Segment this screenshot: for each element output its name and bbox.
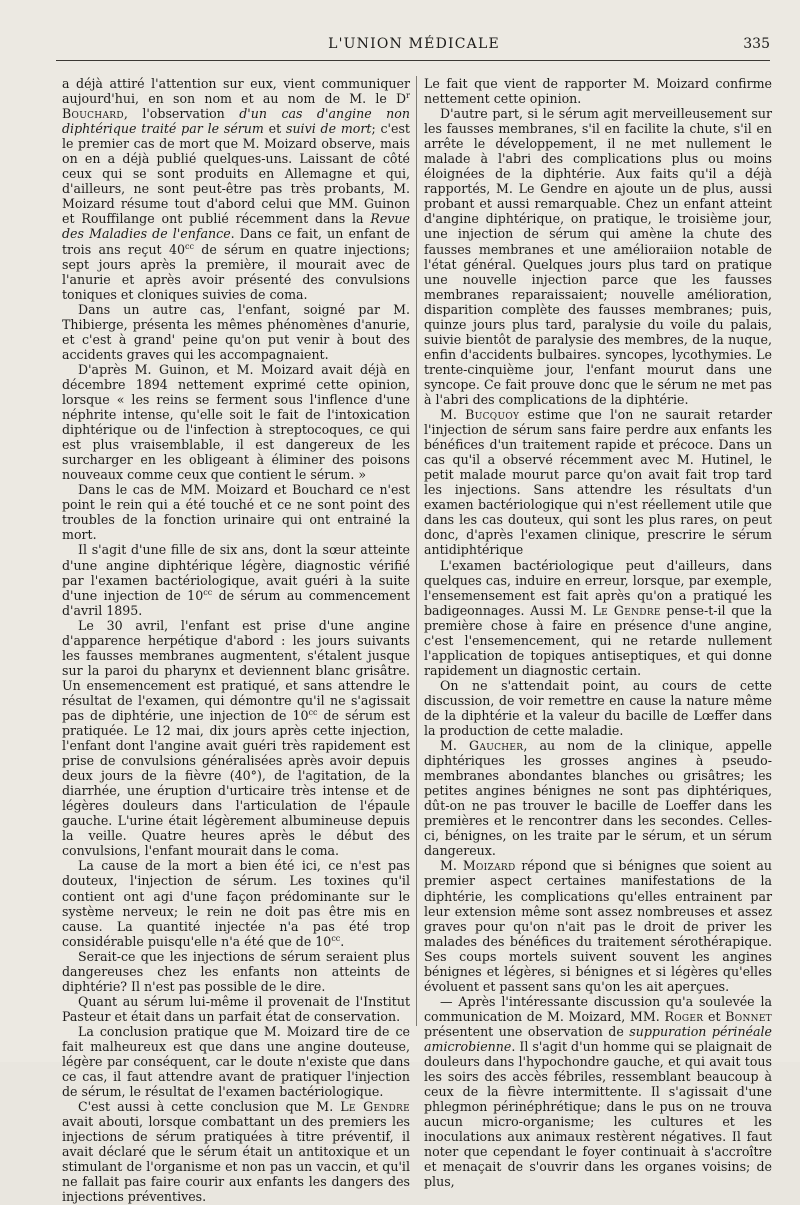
text-run: et <box>703 1008 726 1024</box>
text-run: . Il s'agit d'un homme qui se plaignait de douleurs dans l'hypochondre gauche, et qui avait tous les soirs des accès fébriles, ressemblant beaucoup à ceux de la fièvre intermittente. Il s'agissait d'une phlegmon périnéphrétique; dans le pus on ne trouva aucun micro-organisme; les cultures et les inoculations aux animaux restèrent négatives. Il faut noter que cependant le foyer continuait à s'accroître et menaçait de s'ouvrir dans les organes voisins; de plus, <box>424 1039 772 1190</box>
text-run: M. <box>440 407 466 423</box>
text-run: de sérum au commencement d'avril 1895. <box>62 587 410 618</box>
paragraph <box>424 407 772 557</box>
text-run: M. <box>440 738 470 754</box>
text-run: M. <box>440 858 463 874</box>
text-run: — Après l'intéressante discussion qu'a soulevée la communication de M. Moizard, MM. <box>424 993 772 1024</box>
text-run: Quant au sérum lui-même il provenait de l'Institut Pasteur et était dans un parfait état de conservation. <box>62 993 410 1024</box>
left-column <box>62 76 410 1205</box>
text-run: cc <box>185 241 194 251</box>
text-run: Dans un autre cas, l'enfant, soigné par M. Thibierge, présenta les mêmes phénomènes d'anurie, et c'est à grand' peine qu'on put venir à bout des accidents graves qui les accompagnaient. <box>62 301 410 362</box>
text-run: La conclusion pratique que M. Moizard tire de ce fait malheureux est que dans une angine douteuse, légère par conséquent, car le doute n'existe que dans ce cas, il faut attendre avant de pratiquer l'injection de sérum, le résultat de l'examen bactériologique. <box>62 1023 410 1100</box>
author-name: Le Gendre <box>592 602 661 618</box>
italic-text: d'un cas d'angine non diphtérique traité par le sérum <box>62 106 410 137</box>
paragraph <box>424 678 772 738</box>
text-run: La cause de la mort a bien été ici, ce n'est pas douteux, l'injection de sérum. Les toxines qu'il contient ont agi d'une façon prédominante sur le système nerveux; le rein ne doit pas être mis en cause. La quantité injectée n'a pas été trop considérable puisqu'elle n'a été que de 10 <box>62 858 410 949</box>
text-run: cc <box>203 587 213 597</box>
paragraph <box>62 994 410 1024</box>
column-divider <box>416 76 417 1026</box>
text-run: cc <box>331 933 341 943</box>
text-run: L'examen bactériologique peut d'ailleurs, dans quelques cas, induire en erreur, lorsque, par exemple, l'ensemensement est fait après qu'on a pratiqué les badigeonnages. Aussi M. <box>424 557 772 618</box>
text-run: D'autre part, si le sérum agit merveilleusement sur les fausses membranes, s'il en facilite la chute, s'il en arrête le développement, il ne met nullement le malade à l'abri des complications plus ou moins éloignées de la diphtérie. Aux faits qu'il a déjà rapportés, M. Le Gendre en ajoute un de plus, aussi probant et aussi remarquable. Chez un enfant atteint d'angine diphtérique, on pratique, le troisième jour, une injection de sérum qui amène la chute des fausses membranes et une amélioraiion notable de l'état général. Quelques jours plus tard on pratique une nouvelle injection parce que les fausses membranes reparaissaient; nouvelle amélioration, disparition complète des fausses membranes; puis, quinze jours plus tard, paralysie du voile du palais, suivie bientôt de paralysie des membres, de la nuque, enfin d'accidents bulbaires. syncopes, lycothymies. Le trente-cinquième jour, l'enfant mourut dans une syncope. Ce fait prouve donc que le sérum ne met pas à l'abri des complications de la diphtérie. <box>424 106 772 407</box>
running-title: L'UNION MÉDICALE <box>328 36 500 52</box>
author-name: Moizard <box>462 858 516 874</box>
text-run: Dans le cas de MM. Moizard et Bouchard ce n'est point le rein qui a été touché et ce ne sont point des troubles de la fonction urinaire qui ont entrainé la mort. <box>62 482 410 543</box>
italic-text: Revue des Maladies de l'enfance <box>62 211 410 242</box>
paragraph <box>424 558 772 678</box>
page-number: 335 <box>743 36 770 52</box>
italic-text: suppuration périnéale amicrobienne <box>424 1023 772 1054</box>
author-name: Bonnet <box>725 1008 772 1024</box>
paragraph <box>62 618 410 859</box>
text-run: cc <box>308 707 318 717</box>
text-run: On ne s'attendait point, au cours de cette discussion, de voir remettre en cause la nature même de la diphtérie et la valeur du bacille de Lœffer dans la production de cette maladie. <box>424 677 772 739</box>
paragraph <box>62 302 410 362</box>
text-run: . Dans ce fait, un enfant de trois ans reçut 40 <box>62 226 410 257</box>
text-run: pense-t-il que la première chose à faire en présence d'une angine, c'est l'ensemencement, qui ne retarde nullement l'application de topiques antiseptiques, et qui donne rapidement un diagnostic certain. <box>424 602 773 678</box>
text-run: présentent une observation de <box>424 1023 630 1039</box>
italic-text: suivi de mort <box>285 121 372 137</box>
author-name: Bucquoy <box>465 407 520 423</box>
paragraph <box>62 949 410 994</box>
author-name: Roger <box>664 1008 704 1024</box>
text-run: de sérum en quatre injections; sept jours après la première, il mourait avec de l'anurie et après avoir présenté des convulsions toniques et cloniques suivies de coma. <box>62 241 411 302</box>
page-header <box>58 34 770 56</box>
author-name: Le Gendre <box>340 1099 411 1115</box>
text-run: estime que l'on ne saurait retarder l'injection de sérum sans faire perdre aux enfants les bénéfices d'un traitement rapide et précoce. Dans un cas qu'il a observé récemment avec M. Hutinel, le petit malade mourut parce qu'on avait fait trop tard les injections. Sans attendre les résultats d'un examen bactériologique qui n'est réellement utile que dans les cas douteux, qui sont les plus rares, on peut donc, d'après l'examen clinique, prescrire le sérum antidiphtérique <box>424 407 772 558</box>
paragraph <box>424 858 772 993</box>
text-run: , au nom de la clinique, appelle diphtériques les grosses angines à pseudo-membranes abondantes blanches ou grisâtres; les petites angines bénignes ne sont pas diphtériques, dût-on ne pas trouver le bacille de Loeffer dans les premières et le rencontrer dans les secondes. Celles-ci, bénignes, on les traite par le sérum, et un sérum dangereux. <box>424 738 773 859</box>
text-run: C'est aussi à cette conclusion que M. <box>78 1099 341 1115</box>
author-name: Bouchard <box>62 106 124 122</box>
header-rule <box>56 60 770 61</box>
text-run: avait abouti, lorsque combattant un des premiers les injections de sérum pratiquées à titre préventif, il avait déclaré que le sérum était un antitoxique et un stimulant de l'organisme et non pas un vaccin, et qu'il ne fallait pas faire courir aux enfants les dangers des injections préventives. <box>62 1114 410 1205</box>
text-run: a déjà attiré l'attention sur eux, vient communiquer aujourd'hui, en son nom et au nom de M. le D <box>62 76 410 107</box>
text-run: Le 30 avril, l'enfant est prise d'une angine d'apparence herpétique d'abord : les jours suivants les fausses membranes augmentent, s'étalent jusque sur la paroi du pharynx et deviennent blanc grisâtre. Un ensemencement est pratiqué, et sans attendre le résultat de l'examen, qui démontre qu'il ne s'agissait pas de diphtérie, une injection de 10 <box>62 617 410 723</box>
paragraph <box>424 994 772 1190</box>
text-run: répond que si bénignes que soient au premier aspect certaines manifestations de la diphtérie, les complications qu'elles entrainent par leur extension même sont assez nombreuses et assez graves pour qu'on n'ait pas le droit de priver les malades des bénéfices du traitement sérothérapique. Ses coups mortels suivent souvent les angines bénignes et légères, si bénignes et si légères qu'elles évoluent et passent sans qu'on les ait aperçues. <box>424 858 772 994</box>
text-run: ; c'est le premier cas de mort que M. Moizard observe, mais on en a déjà publié quelques-uns. Laissant de côté ceux qui se sont produits en Allemagne et qui, d'ailleurs, ne sont peut-être pas très probants, M. Moizard résume tout d'abord celui que MM. Guinon et Rouffilange ont publié récemment dans la <box>62 121 410 227</box>
text-run: et <box>263 121 286 137</box>
text-run: . <box>340 933 345 949</box>
text-run: Le fait que vient de rapporter M. Moizard confirme nettement cette opinion. <box>424 76 772 107</box>
paragraph <box>62 482 410 542</box>
paragraph <box>62 76 410 302</box>
paragraph <box>62 1099 410 1204</box>
paragraph <box>424 738 772 858</box>
paragraph <box>424 76 772 106</box>
paragraph <box>424 106 772 407</box>
text-run: r <box>406 90 410 100</box>
right-column <box>424 76 772 1189</box>
paragraph <box>62 858 410 948</box>
paragraph <box>62 542 410 617</box>
text-run: , l'observation <box>123 106 240 122</box>
text-run: D'après M. Guinon, et M. Moizard avait déjà en décembre 1894 nettement exprimé cette opinion, lorsque « les reins se ferment sous l'inflence d'une néphrite intense, qu'elle soit le fait de l'intoxication diphtérique ou de l'infection à streptocoques, ce qui est plus vraisemblable, il est dangereux de les surcharger en les obligeant à éliminer des poisons nouveaux comme ceux que contient le sérum. » <box>62 361 410 483</box>
paragraph <box>62 362 410 482</box>
text-run: Serait-ce que les injections de sérum seraient plus dangereuses chez les enfants non atteints de diphtérie? Il n'est pas possible de le dire. <box>62 948 410 994</box>
text-run: de sérum est pratiquée. Le 12 mai, dix jours après cette injection, l'enfant dont l'angine avait guéri très rapidement est prise de convulsions généralisées après avoir depuis deux jours de la fièvre (40°), de l'agitation, de la diarrhée, une éruption d'urticaire très intense et de légères douleurs dans l'articulation de l'épaule gauche. L'urine était légèrement albumineuse depuis la veille. Quatre heures après le début des convulsions, l'enfant mourait dans le coma. <box>62 707 410 859</box>
author-name: Gaucher <box>469 738 524 754</box>
text-run: Il s'agit d'une fille de six ans, dont la sœur atteinte d'une angine diphtérique légère, diagnostic vérifié par l'examen bactériologique, avait guéri à la suite d'une injection de 10 <box>62 542 410 603</box>
